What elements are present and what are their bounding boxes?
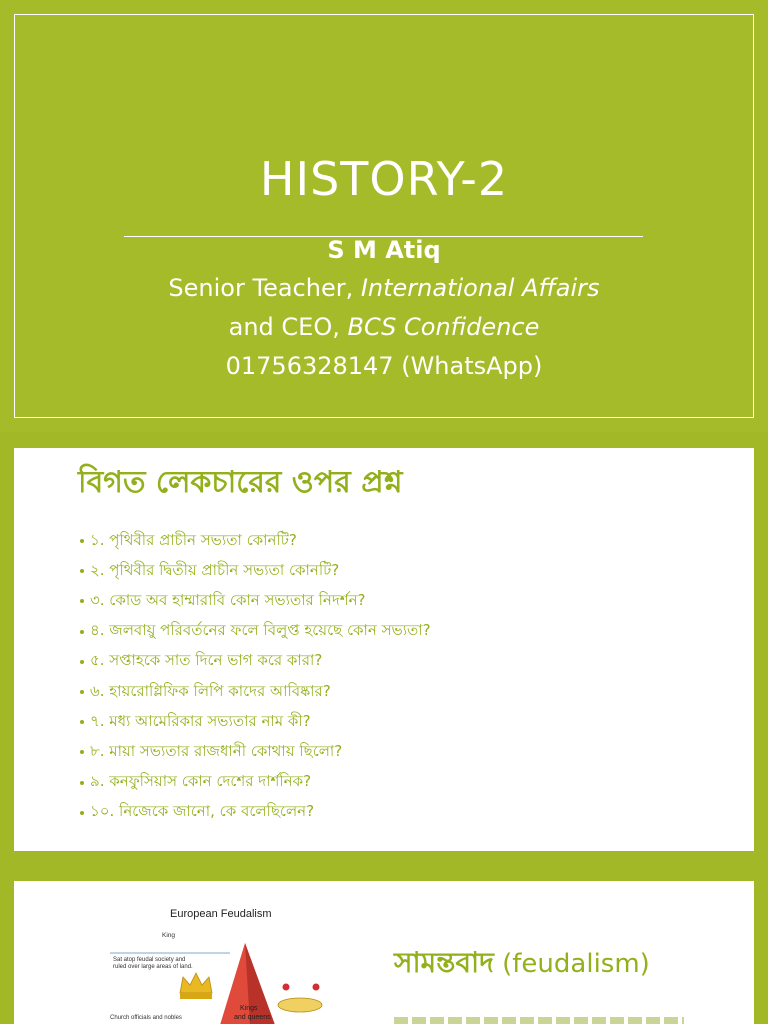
list-item: ১০. নিজেকে জানো, কে বলেছিলেন? — [80, 798, 740, 828]
list-item: ৮. মায়া সভ্যতার রাজধানী কোথায় ছিলো? — [80, 737, 740, 767]
list-item: ৯. কনফুসিয়াস কোন দেশের দার্শনিক? — [80, 768, 740, 798]
ceo-prefix: and CEO, — [228, 313, 348, 341]
bullet-icon — [80, 781, 84, 785]
feudalism-slide — [14, 881, 754, 1024]
king-desc-1: Sat atop feudal society and — [113, 957, 186, 963]
list-item: ৪. জলবায়ু পরিবর্তনের ফলে বিলুপ্ত হয়েছে কোন সভ্যতা? — [80, 617, 740, 647]
list-item: ৫. সপ্তাহকে সাত দিনে ভাগ করে কারা? — [80, 647, 740, 677]
bullet-icon — [80, 630, 84, 634]
bullet-icon — [80, 720, 84, 724]
feudalism-heading — [394, 941, 650, 988]
pyramid-label-2: and queens — [234, 1014, 271, 1021]
author-name: S M Atiq — [327, 236, 441, 264]
bullet-icon — [80, 811, 84, 815]
feudalism-diagram — [80, 895, 330, 1024]
king-desc-2: ruled over large areas of land. — [113, 964, 193, 970]
bullet-icon — [80, 660, 84, 664]
question-slide-heading: বিগত লেকচারের ওপর প্রশ্ন — [78, 465, 403, 500]
diagram-title: European Feudalism — [170, 908, 272, 920]
gem-crown-icon — [278, 984, 322, 1013]
list-item: ৩. কোড অব হাম্মারাবি কোন সভ্যতার নিদর্শন? — [80, 586, 740, 616]
bullet-icon — [80, 569, 84, 573]
bullet-icon — [80, 750, 84, 754]
question-slide — [14, 448, 754, 851]
feudalism-heading-en: (feudalism) — [493, 949, 650, 979]
crown-icon — [180, 973, 212, 999]
king-label: King — [162, 932, 176, 939]
role-subject: International Affairs — [360, 274, 600, 302]
author-phone: 01756328147 (WhatsApp) — [225, 352, 543, 380]
slide-title: HISTORY-2 — [259, 152, 509, 206]
role-prefix: Senior Teacher, — [168, 274, 361, 302]
church-label: Church officials and nobles — [110, 1015, 182, 1021]
question-list — [80, 526, 740, 828]
title-slide — [0, 0, 768, 432]
bullet-icon — [80, 539, 84, 543]
feudalism-heading-bn: সামন্তবাদ — [394, 946, 494, 979]
ceo-company: BCS Confidence — [347, 313, 540, 341]
truncated-text-line — [394, 1017, 684, 1024]
bullet-icon — [80, 690, 84, 694]
list-item: ১. পৃথিবীর প্রাচীন সভ্যতা কোনটি? — [80, 526, 740, 556]
pyramid-label-1: Kings — [240, 1005, 258, 1012]
bullet-icon — [80, 599, 84, 603]
list-item: ৬. হায়রোগ্লিফিক লিপি কাদের আবিষ্কার? — [80, 677, 740, 707]
author-ceo — [0, 313, 768, 341]
list-item: ২. পৃথিবীর দ্বিতীয় প্রাচীন সভ্যতা কোনটি? — [80, 556, 740, 586]
author-role — [0, 274, 768, 302]
list-item: ৭. মধ্য আমেরিকার সভ্যতার নাম কী? — [80, 707, 740, 737]
